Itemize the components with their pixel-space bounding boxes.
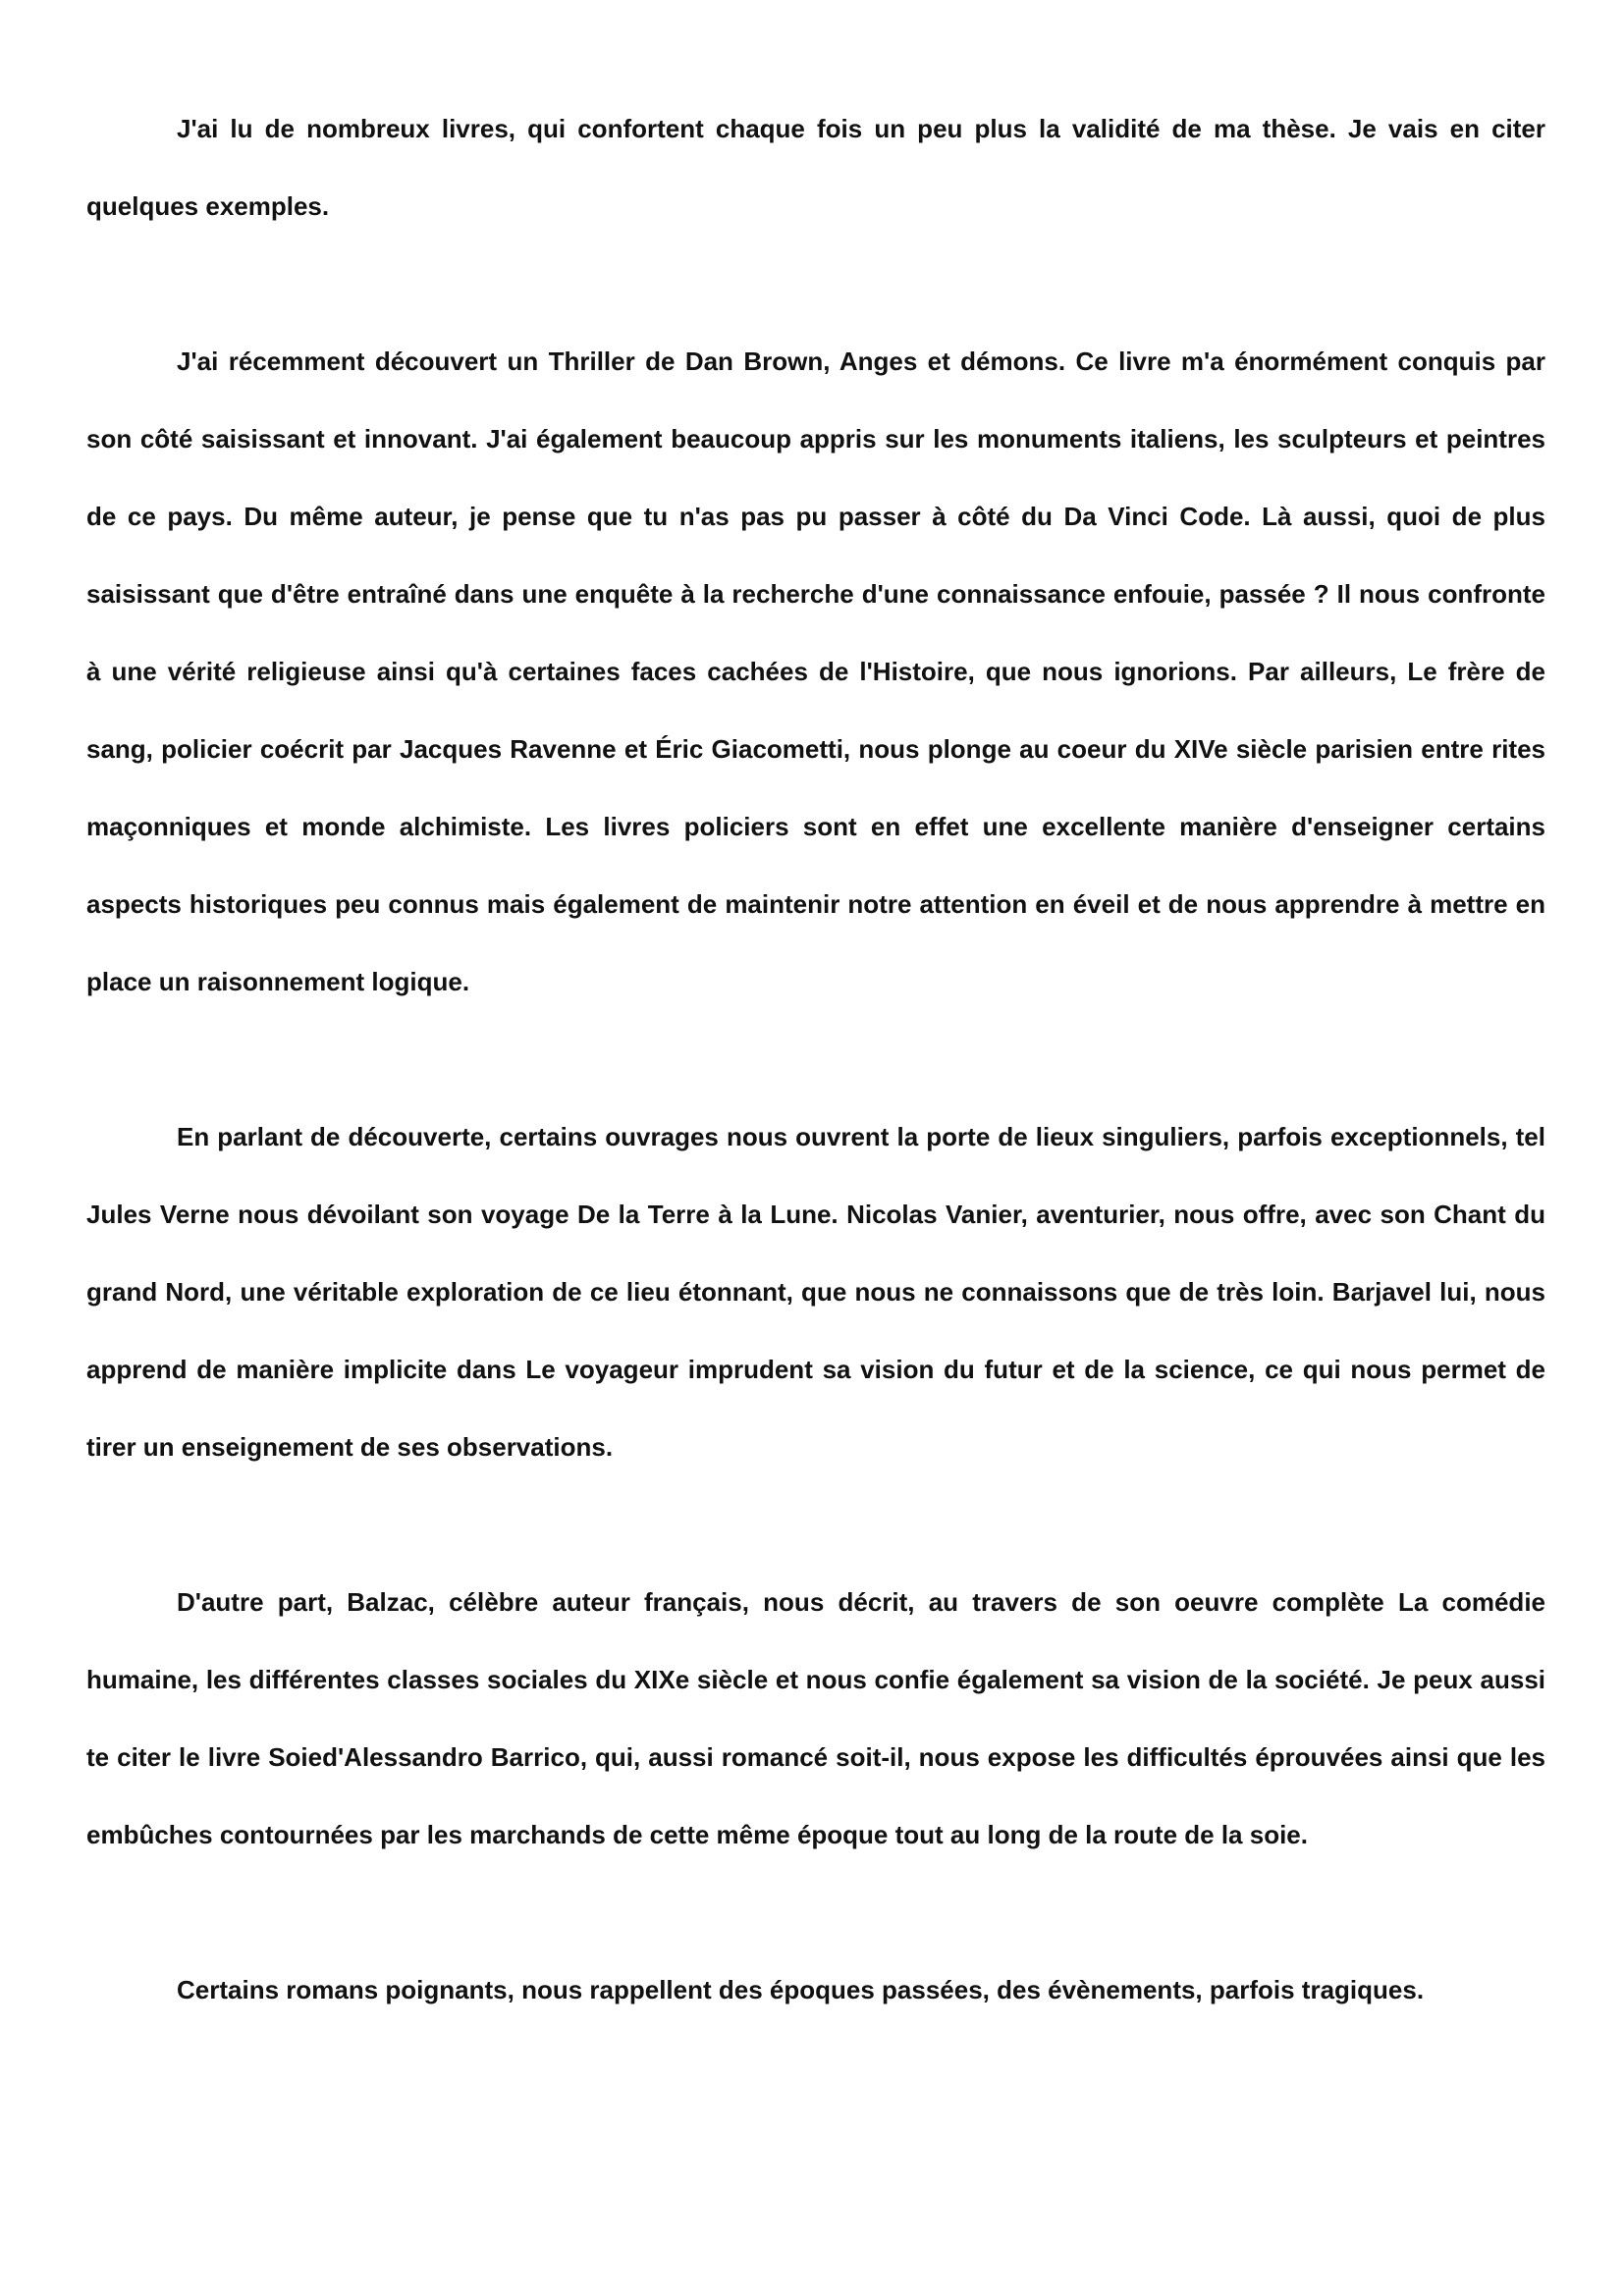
paragraph-5: Certains romans poignants, nous rappellent des époques passées, des évènements, parfois tragiques. xyxy=(177,1975,1425,2004)
paragraph-2: J'ai récemment découvert un Thriller de Dan Brown, Anges et démons. Ce livre m'a énormément conquis par son côté saisissant et innovant. J'ai également beaucoup appris sur les monuments italiens, les sculpteurs et peintres de ce pays. Du même auteur, je pense que tu n'as pas pu passer à côté du Da Vinci Code. Là aussi, quoi de plus saisissant que d'être entraîné dans une enquête à la recherche d'une connaissance enfouie, passée ? Il nous confronte à une vérité religieuse ainsi qu'à certaines faces cachées de l'Histoire, que nous ignorions. Par ailleurs, Le frère de sang, policier coécrit par Jacques Ravenne et Éric Giacometti, nous plonge au coeur du XIVe siècle parisien entre rites maçonniques et monde alchimiste. Les livres policiers sont en effet une excellente manière d'enseigner certains aspects historiques peu connus mais également de maintenir notre attention en éveil et de nous apprendre à mettre en place un raisonnement logique. xyxy=(86,347,1545,996)
paragraph-3: En parlant de découverte, certains ouvrages nous ouvrent la porte de lieux singuliers, parfois exceptionnels, tel Jules Verne nous dévoilant son voyage De la Terre à la Lune. Nicolas Vanier, aventurier, nous offre, avec son Chant du grand Nord, une véritable exploration de ce lieu étonnant, que nous ne connaissons que de très loin. Barjavel lui, nous apprend de manière implicite dans Le voyageur imprudent sa vision du futur et de la science, ce qui nous permet de tirer un enseignement de ses observations. xyxy=(86,1122,1545,1462)
paragraph-4: D'autre part, Balzac, célèbre auteur français, nous décrit, au travers de son oeuvre complète La comédie humaine, les différentes classes sociales du XIXe siècle et nous confie également sa vision de la société. Je peux aussi te citer le livre Soied'Alessandro Barrico, qui, aussi romancé soit-il, nous expose les difficultés éprouvées ainsi que les embûches contournées par les marchands de cette même époque tout au long de la route de la soie. xyxy=(86,1587,1545,1849)
paragraph-1: J'ai lu de nombreux livres, qui confortent chaque fois un peu plus la validité de ma thèse. Je vais en citer quelques exemples. xyxy=(86,114,1545,221)
